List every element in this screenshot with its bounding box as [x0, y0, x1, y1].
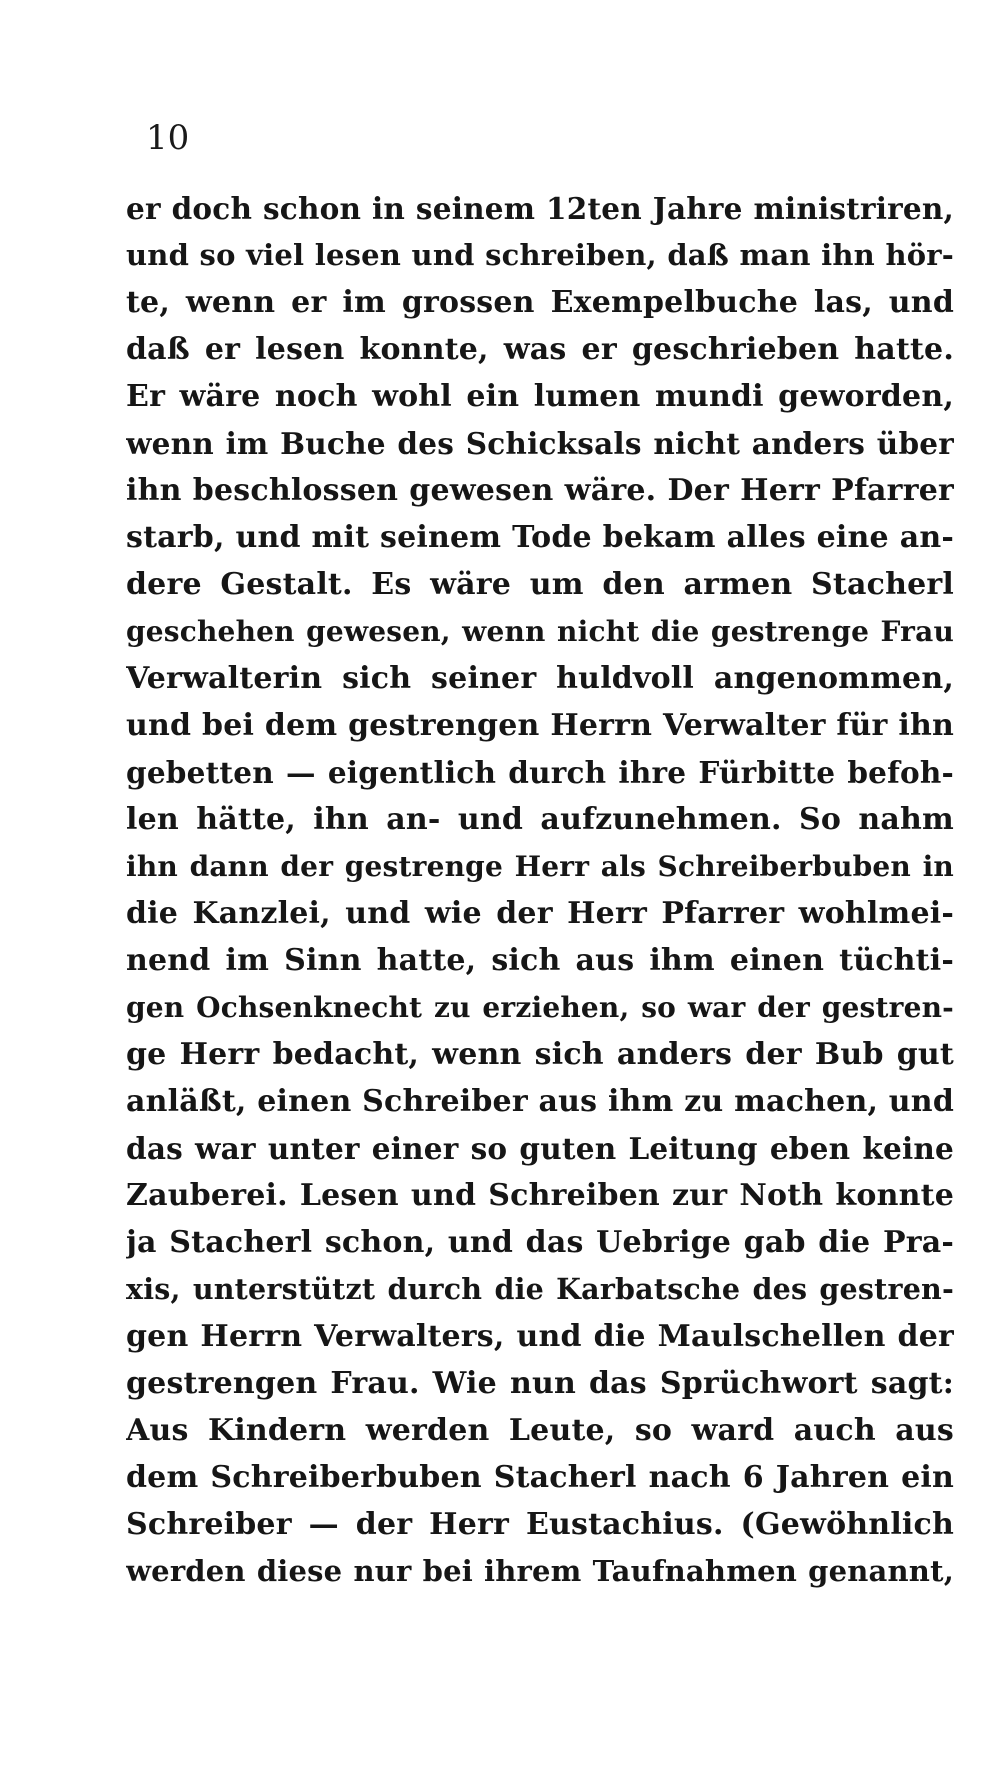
- text-line: gen Herrn Verwalters, und die Maulschellen der: [126, 1319, 954, 1354]
- text-line: und bei dem gestrengen Herrn Verwalter für ihn: [126, 708, 954, 743]
- text-line: ge Herr bedacht, wenn sich anders der Bub gut: [126, 1037, 954, 1072]
- text-line: werden diese nur bei ihrem Taufnahmen genannt,: [126, 1554, 954, 1588]
- text-line: starb, und mit seinem Tode bekam alles eine an-: [126, 520, 954, 555]
- text-line: ihn beschlossen gewesen wäre. Der Herr Pfarrer: [126, 473, 954, 508]
- text-line: dere Gestalt. Es wäre um den armen Stacherl: [126, 567, 954, 602]
- text-line: Aus Kindern werden Leute, so ward auch aus: [126, 1413, 954, 1448]
- text-line: Schreiber — der Herr Eustachius. (Gewöhnlich: [126, 1507, 954, 1542]
- body-text: [126, 185, 954, 1595]
- text-line: nend im Sinn hatte, sich aus ihm einen tüchti-: [126, 943, 954, 978]
- page-number: 10: [146, 118, 190, 158]
- text-line: dem Schreiberbuben Stacherl nach 6 Jahren ein: [126, 1460, 954, 1495]
- text-line: ja Stacherl schon, und das Uebrige gab die Pra-: [126, 1225, 954, 1260]
- text-line: len hätte, ihn an- und aufzunehmen. So nahm: [126, 802, 954, 837]
- text-line: wenn im Buche des Schicksals nicht anders über: [126, 426, 954, 461]
- text-line: gen Ochsenknecht zu erziehen, so war der gestren-: [126, 991, 954, 1024]
- text-line: gebetten — eigentlich durch ihre Fürbitte befoh-: [126, 755, 954, 790]
- text-line: geschehen gewesen, wenn nicht die gestrenge Frau: [126, 615, 954, 648]
- text-line: er doch schon in seinem 12ten Jahre ministriren,: [126, 191, 954, 226]
- text-line: ihn dann der gestrenge Herr als Schreiberbuben in: [126, 850, 954, 883]
- text-line: Zauberei. Lesen und Schreiben zur Noth konnte: [126, 1178, 954, 1213]
- text-line: te, wenn er im grossen Exempelbuche las, und: [126, 285, 954, 320]
- text-line: und so viel lesen und schreiben, daß man ihn hör-: [126, 238, 954, 272]
- text-line: gestrengen Frau. Wie nun das Sprüchwort sagt:: [126, 1366, 954, 1401]
- text-line: die Kanzlei, und wie der Herr Pfarrer wohlmei-: [126, 896, 954, 931]
- text-line: xis, unterstützt durch die Karbatsche des gestren-: [126, 1272, 954, 1306]
- text-line: das war unter einer so guten Leitung eben keine: [126, 1131, 954, 1166]
- text-line: Er wäre noch wohl ein lumen mundi geworden,: [126, 379, 954, 414]
- text-line: Verwalterin sich seiner huldvoll angenommen,: [126, 661, 954, 696]
- text-line: daß er lesen konnte, was er geschrieben hatte.: [126, 332, 954, 367]
- text-line: anläßt, einen Schreiber aus ihm zu machen, und: [126, 1084, 954, 1119]
